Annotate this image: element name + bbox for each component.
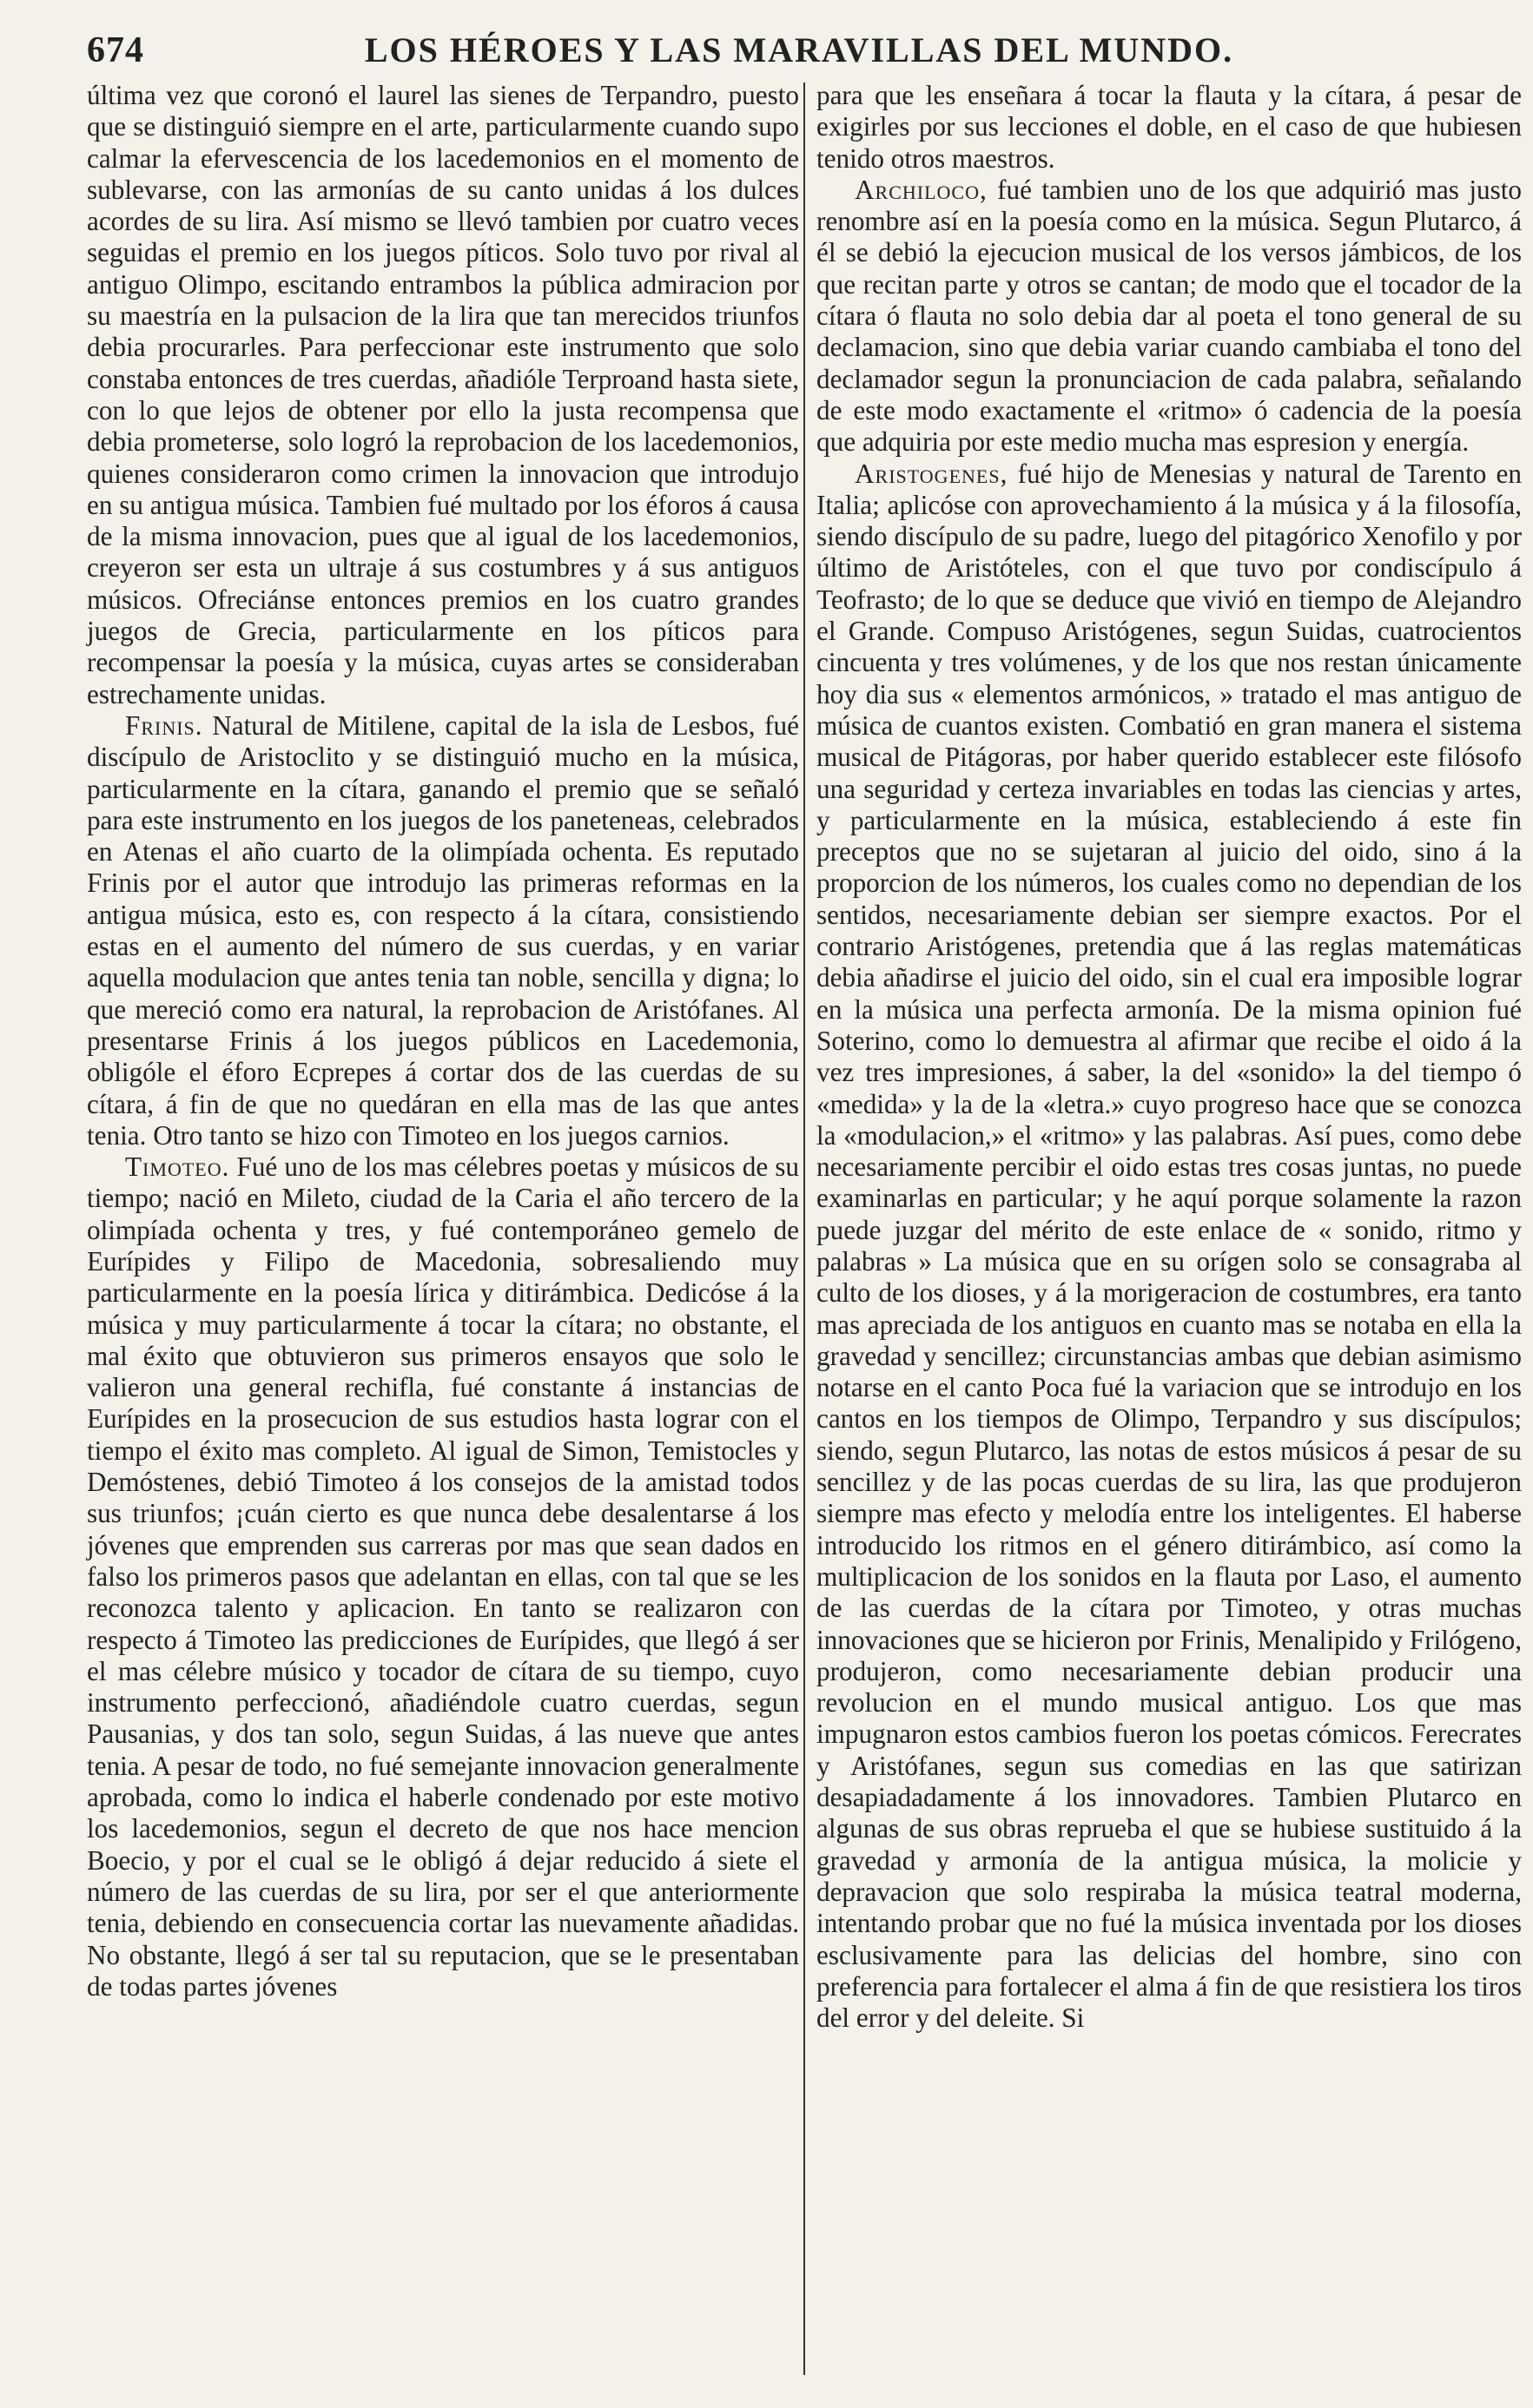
- entry-name: Archiloco,: [855, 174, 988, 205]
- entry-name: Aristogenes,: [855, 458, 1008, 489]
- paragraph-text: fué hijo de Menesias y natural de Tarento en Italia; aplicóse con aprovechamiento á la música y á la filosofía, siendo discípulo de su padre, luego del pitagórico Xenofilo y por último de Aristóteles, con el que tuvo por condiscípulo á Teofrasto; de lo que se deduce que vivió en tiempo de Alejandro el Grande. Compuso Aristógenes, segun Suidas, cuatrocientos cincuenta y tres volúmenes, y de los que nos restan únicamente hoy dia sus « elementos armónicos, » tratado el mas antiguo de música de cuantos existen. Combatió en gran manera el sistema musical de Pitágoras, por haber querido establecer este filósofo una seguridad y certeza invariables en todas las ciencias y artes, y particularmente en la música, estableciendo á este fin preceptos que no se sujetaran al juicio del oido, sino á la proporcion de los números, los cuales como no dependian de los sentidos, necesariamente debian ser siempre exactos. Por el contrario Aristógenes, pretendia que á las reglas matemáticas debia añadirse el juicio del oido, sin el cual era imposible lograr en la música una perfecta armonía. De la misma opinion fué Soterino, como lo demuestra al afirmar que recibe el oido á la vez tres impresiones, á saber, la del «sonido» la del tiempo ó «medida» y la de la «letra.» cuyo progreso hace que se conozca la «modulacion,» el «ritmo» y las palabras. Así pues, como debe necesariamente percibir el oido estas tres cosas juntas, no puede examinarlas en particular; y he aquí porque solamente la razon puede juzgar del mérito de este enlace de « sonido, ritmo y palabras » La música que en su orígen solo se consagraba al culto de los dioses, y á la morigeracion de costumbres, era tanto mas apreciada de los antiguos en cuanto mas se notaba en ella la gravedad y sencillez; circunstancias ambas que debian asimismo notarse en el canto Poca fué la variacion que se introdujo en los cantos en los tiempos de Olimpo, Terpandro y sus discípulos; siendo, segun Plutarco, las notas de estos músicos á pesar de su sencillez y de las pocas cuerdas de su lira, las que produjeron siempre mas efecto y melodía entre los inteligentes. El haberse introducido los ritmos en el género ditirámbico, así como la multiplicacion de los sonidos en la flauta por Laso, el aumento de las cuerdas de la cítara por Timoteo, y otras muchas innovaciones que se hicieron por Frinis, Menalipido y Frilógeno, produjeron, como necesariamente debian producir una revolucion en el mundo musical antiguo. Los que mas impugnaron estos cambios fueron los poetas cómicos. Ferecrates y Aristófanes, segun sus comedias en las que satirizan desapiadadamente á los innovadores. Tambien Plutarco en algunas de sus obras reprueba el que se hubiese sustituido á la gravedad y armonía de la antigua música, la molicie y depravacion que solo respiraba la música teatral moderna, intentando probar que no fué la música inventada por los dioses esclusivamente para las delicias del hombre, sino con preferencia para fortalecer el alma á fin de que resistiera los tiros del error y del deleite. Si: [816, 458, 1522, 2034]
- right-column: [816, 80, 1522, 2034]
- paragraph: [816, 459, 1522, 2035]
- left-column: [87, 80, 799, 2002]
- paragraph: [816, 80, 1522, 175]
- column-divider: [803, 82, 805, 2375]
- entry-name: Frinis.: [125, 709, 203, 741]
- entry-name: Timoteo.: [125, 1151, 230, 1183]
- paragraph-text: para que les enseñara á tocar la flauta y la cítara, á pesar de exigirles por sus lecciones el doble, en el caso de que hubiesen tenido otros maestros.: [816, 80, 1522, 174]
- paragraph: [87, 80, 799, 710]
- page-number: 674: [87, 30, 144, 70]
- paragraph-text: Natural de Mitilene, capital de la isla de Lesbos, fué discípulo de Aristoclito y se distinguió mucho en la música, particularmente en la cítara, ganando el premio que se señaló para este instrumento en los juegos de los paneteneas, celebrados en Atenas el año cuarto de la olimpíada ochenta. Es reputado Frinis por el autor que introdujo las primeras reformas en la antigua música, esto es, con respecto á la cítara, consistiendo estas en el aumento del número de sus cuerdas, y en variar aquella modulacion que antes tenia tan noble, sencilla y digna; lo que mereció como era natural, la reprobacion de Aristófanes. Al presentarse Frinis á los juegos públicos en Lacedemonia, obligóle el éforo Ecprepes á cortar dos de las cuerdas de su cítara, á fin de que no quedáran en ella mas de las que antes tenia. Otro tanto se hizo con Timoteo en los juegos carnios.: [87, 709, 799, 1151]
- page-header: [87, 24, 1511, 76]
- running-title: LOS HÉROES Y LAS MARAVILLAS DEL MUNDO.: [364, 30, 1234, 69]
- paragraph-text: última vez que coronó el laurel las sienes de Terpandro, puesto que se distinguió siempre en el arte, particularmente cuando supo calmar la efervescencia de los lacedemonios en el momento de sublevarse, con las armonías de su canto unidas á los dulces acordes de su lira. Así mismo se llevó tambien por cuatro veces seguidas el premio en los juegos píticos. Solo tuvo por rival al antiguo Olimpo, escitando entrambos la pública admiracion por su maestría en la pulsacion de la lira que tan merecidos triunfos debia procurarles. Para perfeccionar este instrumento que solo constaba entonces de tres cuerdas, añadióle Terproand hasta siete, con lo que lejos de obtener por ello la justa recompensa que debia prometerse, solo logró la reprobacion de los lacedemonios, quienes consideraron como crimen la innovacion que introdujo en su antigua música. Tambien fué multado por los éforos á causa de la misma innovacion, pues que al igual de los lacedemonios, creyeron ser esta un ultraje á sus costumbres y á sus antiguos músicos. Ofreciánse entonces premios en los cuatro grandes juegos de Grecia, particularmente en los píticos para recompensar la poesía y la música, cuyas artes se consideraban estrechamente unidas.: [87, 80, 800, 709]
- paragraph-text: Fué uno de los mas célebres poetas y músicos de su tiempo; nació en Mileto, ciudad de la Caria el año tercero de la olimpíada ochenta y tres, y fué contemporáneo gemelo de Eurípides y Filipo de Macedonia, sobresaliendo muy particularmente en la poesía lírica y ditirámbica. Dedicóse á la música y muy particularmente á tocar la cítara; no obstante, el mal éxito que obtuvieron sus primeros ensayos que solo le valieron una general rechifla, fué constante á instancias de Eurípides en la prosecucion de sus estudios hasta lograr con el tiempo el éxito mas completo. Al igual de Simon, Temistocles y Demóstenes, debió Timoteo á los consejos de la amistad todos sus triunfos; ¡cuán cierto es que nunca debe desalentarse á los jóvenes que emprenden sus carreras por mas que sean dados en falso los primeros pasos que adelantan en ellas, con tal que se les reconozca talento y aplicacion. En tanto se realizaron con respecto á Timoteo las predicciones de Eurípides, que llegó á ser el mas célebre músico y tocador de cítara de su tiempo, cuyo instrumento perfeccionó, añadiéndole cuatro cuerdas, segun Pausanias, y dos tan solo, segun Suidas, á las nueve que antes tenia. A pesar de todo, no fué semejante innovacion generalmente aprobada, como lo indica el haberle condenado por este motivo los lacedemonios, segun el decreto de que nos hace mencion Boecio, y por el cual se le obligó á dejar reducido á siete el número de las cuerdas de su lira, por ser el que anteriormente tenia, debiendo en consecuencia cortar las nuevamente añadidas. No obstante, llegó á ser tal su reputacion, que se le presentaban de todas partes jóvenes: [87, 1151, 799, 2002]
- paragraph: [816, 175, 1522, 459]
- paragraph-text: fué tambien uno de los que adquirió mas justo renombre así en la poesía como en la música. Segun Plutarco, á él se debió la ejecucion musical de los versos jámbicos, de los que recitan parte y otros se cantan; de modo que el tocador de la cítara ó flauta no solo debia dar al poeta el tono general de su declamacion, sino que debia variar cuando cambiaba el tono del declamador segun la pronunciacion de cada palabra, señalando de este modo exactamente el «ritmo» ó cadencia de la poesía que adquiria por este medio mucha mas espresion y energía.: [816, 174, 1522, 458]
- paragraph: [87, 710, 799, 1151]
- paragraph: [87, 1151, 799, 2002]
